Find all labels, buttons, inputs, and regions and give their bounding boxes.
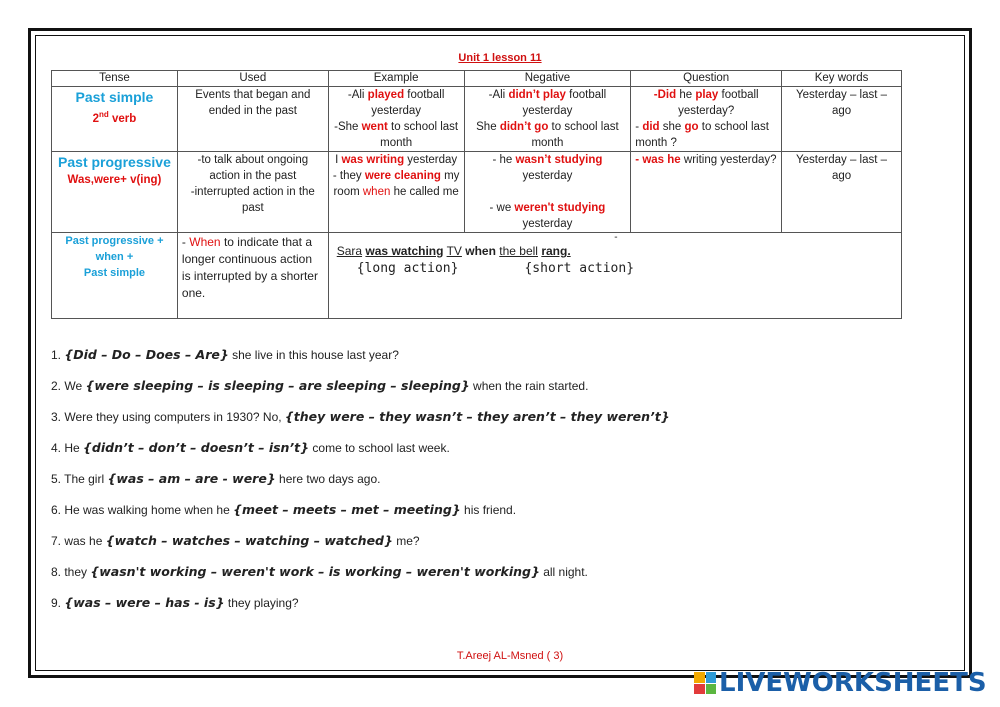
header-keywords: Key words <box>782 71 902 87</box>
cell-negative: -Ali didn’t play football yesterday She didn’t go to school last month <box>464 87 631 152</box>
answer-options[interactable]: {were sleeping – is sleeping – are sleeping – sleeping} <box>85 378 470 393</box>
header-example: Example <box>328 71 464 87</box>
exercise-item: 3. Were they using computers in 1930? No, {they were – they wasn’t – they aren’t – they weren’t} <box>51 409 670 424</box>
cell-tense <box>52 87 178 152</box>
liveworksheets-logo[interactable] <box>694 668 987 698</box>
logo-text: LIVEWORKSHEETS <box>719 668 987 698</box>
tense-name: Past simple <box>75 89 154 105</box>
cell-tense: Past progressive + when + Past simple <box>52 233 178 319</box>
header-negative: Negative <box>464 71 631 87</box>
table-row-past-progressive-when <box>52 233 902 319</box>
tense-form: Was,were+ v(ing) <box>67 174 162 186</box>
tense-form: 2nd verb <box>92 110 137 125</box>
page-title: Unit 1 lesson 11 <box>458 52 542 64</box>
long-action-label: {long action} <box>356 261 459 276</box>
exercise-item: 5. The girl {was – am – are - were} here two days ago. <box>51 471 381 486</box>
short-action-label: {short action} <box>524 261 635 276</box>
exercise-item: 8. they {wasn't working – weren't work – is working – weren't working} all night. <box>51 564 588 579</box>
cell-used: - When to indicate that a longer continuous action is interrupted by a shorter one. <box>177 233 328 319</box>
exercise-item: 1. {Did – Do – Does – Are} she live in this house last year? <box>51 347 399 362</box>
exercise-item: 7. was he {watch – watches – watching – watched} me? <box>51 533 420 548</box>
cell-tense <box>52 152 178 233</box>
cell-example: I was writing yesterday - they were cleaning my room when he called me <box>328 152 464 233</box>
cell-keywords: Yesterday – last – ago <box>782 152 902 233</box>
cell-example-sentence: - Sara was watching TV when the bell rang. {long action} {short action} <box>328 233 901 319</box>
answer-options[interactable]: {watch – watches – watching – watched} <box>105 533 393 548</box>
header-tense: Tense <box>52 71 178 87</box>
table-row-past-simple <box>52 87 902 152</box>
cell-keywords: Yesterday – last – ago <box>782 87 902 152</box>
answer-options[interactable]: {was – were – has - is} <box>64 595 225 610</box>
liveworksheets-logo-icon <box>694 672 716 694</box>
header-used: Used <box>177 71 328 87</box>
example-sentence: Sara was watching TV when the bell rang. <box>336 244 571 258</box>
cell-question: -Did he play football yesterday? - did she go to school last month ? <box>631 87 782 152</box>
cell-question: - was he writing yesterday? <box>631 152 782 233</box>
exercise-item: 6. He was walking home when he {meet – meets – met – meeting} his friend. <box>51 502 517 517</box>
grammar-table <box>51 70 902 319</box>
answer-options[interactable]: {they were – they wasn’t – they aren’t – they weren’t} <box>284 409 670 424</box>
table-header-row <box>52 71 902 87</box>
cell-negative: - he wasn’t studying yesterday - we weren't studying yesterday <box>464 152 631 233</box>
exercise-item: 9. {was – were – has - is} they playing? <box>51 595 299 610</box>
answer-options[interactable]: {didn’t – don’t – doesn’t – isn’t} <box>83 440 310 455</box>
tense-name: Past progressive <box>58 154 171 170</box>
cell-used: -to talk about ongoing action in the past -interrupted action in the past <box>177 152 328 233</box>
exercise-list <box>51 346 670 625</box>
answer-options[interactable]: {wasn't working – weren't work – is working – weren't working} <box>90 564 540 579</box>
header-question: Question <box>631 71 782 87</box>
answer-options[interactable]: {was – am – are - were} <box>107 471 276 486</box>
table-row-past-progressive <box>52 152 902 233</box>
exercise-item: 4. He {didn’t – don’t – doesn’t – isn’t} come to school last week. <box>51 440 450 455</box>
exercise-item: 2. We {were sleeping – is sleeping – are sleeping – sleeping} when the rain started. <box>51 378 589 393</box>
author-footer: T.Areej AL-Msned ( 3) <box>456 650 564 662</box>
answer-options[interactable]: {meet – meets – met – meeting} <box>233 502 461 517</box>
answer-options[interactable]: {Did – Do – Does – Are} <box>64 347 229 362</box>
cell-example: -Ali played football yesterday -She went to school last month <box>328 87 464 152</box>
cell-used: Events that began and ended in the past <box>177 87 328 152</box>
